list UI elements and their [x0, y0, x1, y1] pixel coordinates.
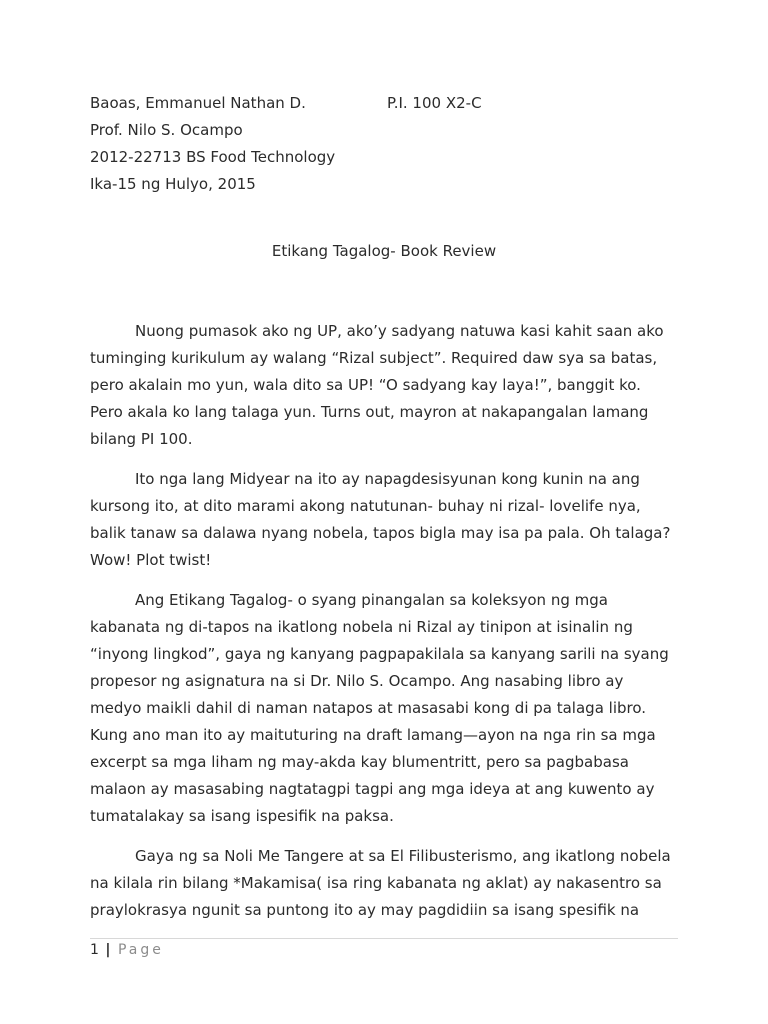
text-line: tuminging kurikulum ay walang “Rizal subject”. Required daw sya sa batas, [90, 349, 658, 367]
text-line: Pero akala ko lang talaga yun. Turns out, mayron at nakapangalan lamang [90, 403, 649, 421]
text-line: Ito nga lang Midyear na ito ay napagdesisyunan kong kunin na ang [135, 470, 640, 488]
page-footer [90, 940, 164, 960]
header-block [90, 92, 690, 200]
text-line: excerpt sa mga liham ng may-akda kay blumentritt, pero sa pagbabasa [90, 753, 629, 771]
paragraph-2 [90, 466, 682, 574]
text-line: malaon ay masasabing nagtatagpi tagpi ang mga ideya at ang kuwento ay [90, 780, 655, 798]
document-body [90, 318, 682, 937]
text-line: Wow! Plot twist! [90, 551, 212, 569]
text-line: tumatalakay sa isang ispesifik na paksa. [90, 807, 394, 825]
paragraph-3 [90, 587, 682, 830]
paragraph-4 [90, 843, 682, 924]
text-line: Gaya ng sa Noli Me Tangere at sa El Filibusterismo, ang ikatlong nobela [135, 847, 671, 865]
text-line: “inyong lingkod”, gaya ng kanyang pagpapakilala sa kanyang sarili na syang [90, 645, 669, 663]
text-line: na kilala rin bilang *Makamisa( isa ring kabanata ng aklat) ay nakasentro sa [90, 874, 662, 892]
text-line: bilang PI 100. [90, 430, 193, 448]
text-line: kabanata ng di-tapos na ikatlong nobela ni Rizal ay tinipon at isinalin ng [90, 618, 633, 636]
footer-divider [90, 938, 678, 939]
text-line: propesor ng asignatura na si Dr. Nilo S. Ocampo. Ang nasabing libro ay [90, 672, 624, 690]
professor-name: Prof. Nilo S. Ocampo [90, 121, 243, 139]
author-name: Baoas, Emmanuel Nathan D. [90, 94, 306, 112]
text-line: medyo maikli dahil di naman natapos at masasabi kong di pa talaga libro. [90, 699, 647, 717]
document-title: Etikang Tagalog- Book Review [271, 242, 497, 260]
header-line-1 [90, 92, 690, 119]
text-line: Kung ano man ito ay maituturing na draft lamang—ayon na nga rin sa mga [90, 726, 656, 744]
page-label: Page [117, 942, 164, 958]
document-date: Ika-15 ng Hulyo, 2015 [90, 175, 256, 193]
footer-separator: | [105, 942, 111, 958]
paragraph-1 [90, 318, 682, 453]
text-line: kursong ito, at dito marami akong natutunan- buhay ni rizal- lovelife nya, [90, 497, 641, 515]
text-line: Ang Etikang Tagalog- o syang pinangalan sa koleksyon ng mga [135, 591, 608, 609]
text-line: praylokrasya ngunit sa puntong ito ay may pagdidiin sa isang spesifik na [90, 901, 640, 919]
text-line: balik tanaw sa dalawa nyang nobela, tapos bigla may isa pa pala. Oh talaga? [90, 524, 671, 542]
student-info: 2012-22713 BS Food Technology [90, 148, 336, 166]
page-number: 1 [90, 942, 99, 958]
text-line: Nuong pumasok ako ng UP, ako’y sadyang natuwa kasi kahit saan ako [135, 322, 664, 340]
text-line: pero akalain mo yun, wala dito sa UP! “O sadyang kay laya!”, banggit ko. [90, 376, 641, 394]
course-code: P.I. 100 X2-C [387, 94, 482, 112]
